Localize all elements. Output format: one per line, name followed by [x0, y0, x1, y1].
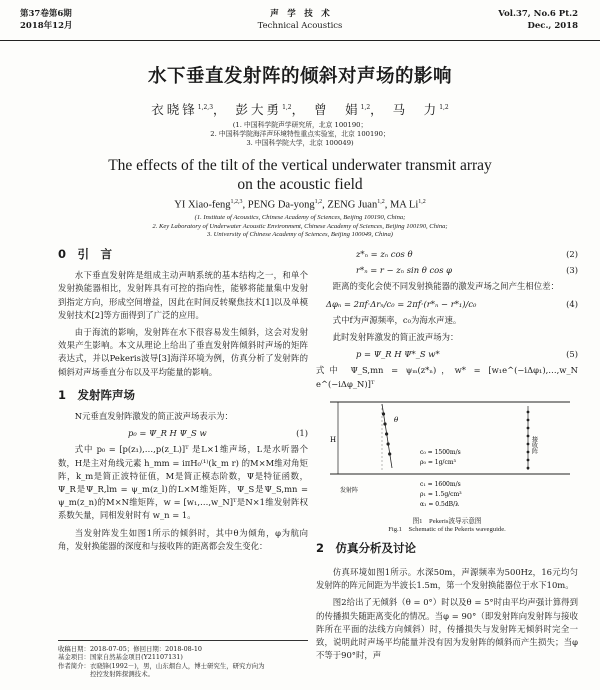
authors-en: YI Xiao-feng$^{1,2,3}$, PENG Da-yong$^{1,2}$, ZENG Juan$^{1,2}$, MA Li$^{1,2}$ — [174, 199, 426, 211]
figure-caption-en: Fig.1 Schematic of the Pekeris waveguide. — [388, 526, 506, 534]
author-2: 彭大勇$^{1,2}$ — [235, 102, 292, 117]
header-right — [498, 8, 578, 32]
water-density: ρ₀ = 1g/cm³ — [420, 459, 456, 466]
tilt-angle-label: θ — [394, 416, 399, 424]
right-column — [316, 246, 578, 395]
sec2-paragraph-1: 仿真环境如图1所示。水深50m，声源频率为500Hz，16元均匀发射阵的阵元间距为半波长1.5m，第一个发射换能器位于水下10m。 — [316, 567, 578, 591]
transmit-array-label: 发射阵 — [340, 487, 359, 494]
transmit-element — [383, 422, 386, 425]
title-en: The effects of the tilt of the vertical underwater transmit array on the acoustic field — [108, 157, 492, 193]
author-1: 衣晓锋$^{1,2,3}$ — [151, 102, 214, 117]
equation-5: p = Ψ_R H Ψ*_S w* (5) — [356, 349, 578, 360]
seabed-attenuation: α₁ = 0.5dB/λ — [420, 501, 459, 508]
water-sound-speed: c₀ = 1500m/s — [420, 449, 461, 456]
sec1-paragraph-1: N元垂直发射阵激发的简正波声场表示为： — [74, 411, 233, 422]
section-intro-heading: 0 引 言 — [58, 247, 113, 261]
affiliations-en: (1. Institute of Acoustics, Chinese Academy of Sciences, Beijing 100190, China; 2. Key Laboratory of Underwater Acoustic Environment, Chinese Academy of Sciences, Beijing 100190, China; 3. University of Chinese Academy of Sciences, Beijing 100049, China) — [152, 214, 448, 238]
receive-element — [527, 459, 530, 462]
receive-element — [527, 411, 530, 414]
date-cn: 2018年12月 — [20, 21, 73, 31]
right-paragraph-2: 式中f为声源频率，c₀为海水声速。 — [332, 314, 462, 325]
receive-element — [527, 419, 530, 422]
sec1-paragraph-3: 当发射阵发生如图1所示的倾斜时，其中θ为倾角，φ为航向角，发射换能器的深度和与接收阵的距离都会发生变化： — [58, 527, 308, 551]
depth-label-h: H — [330, 436, 337, 444]
running-header — [0, 8, 600, 41]
intro-paragraph-2: 由于海流的影响，发射阵在水下很容易发生倾斜，这会对发射效果产生影响。本文从理论上给出了垂直发射阵倾斜时声场的矩阵表达式，并以Pekeris波导[3]海洋环境为例，仿真分析了发射阵的倾斜对声场垂直分布以及平均能量的影响。 — [58, 327, 308, 377]
transmit-element — [385, 432, 388, 435]
author-4: 马 力$^{1,2}$ — [392, 102, 449, 117]
transmit-element — [387, 442, 390, 445]
journal-cn: 声 学 技 术 — [270, 9, 330, 19]
equation-4: Δφₙ = 2πf·Δrₙ/c₀ = 2πf·(r*ₙ − r*₁)/c₀ (4) — [326, 298, 578, 309]
section-1-heading: 1 发射阵声场 — [58, 387, 136, 402]
seabed-sound-speed: c₁ = 1600m/s — [420, 481, 461, 488]
receive-element — [527, 451, 530, 454]
right-paragraph-4: 式中 Ψ_S,mn = ψₘ(z*ₙ)，w* = [w₁e^(−iΔφ₁),…,w_N e^(−iΔφ_N)]ᵀ — [316, 365, 578, 389]
sec1-paragraph-2: 式中 p₀ = [p(z₁),…,p(z_L)]ᵀ 是L×1维声场，L是水听器个数，H是主对角线元素 h_mm = iπH₀⁽¹⁾(k_m r) 的M×M维对角矩阵，k_m是简正波特征值，M是简正模态阶数，Ψ是特征函数，Ψ_R是Ψ_R,lm = ψ_m(z_l)的L×M维矩阵，Ψ_S是Ψ_S,mn = ψ_m(z_n)的M×N维矩阵，w = [w₁,…,w_N]ᵀ是N×1维发射阵权系数矢量，同相发射时有 w_n = 1。 — [58, 444, 308, 521]
title-cn: 水下垂直发射阵的倾斜对声场的影响 — [147, 66, 452, 87]
right-paragraph-1: 距离的变化会使不同发射换能器的激发声场之间产生相位差： — [332, 281, 559, 292]
equation-1: p₀ = Ψ_R H Ψ_S w (1) — [128, 428, 308, 439]
sec2-paragraph-2: 图2给出了无倾斜（θ = 0°）时以及θ = 5°时由平均声强计算得到的传播损失随距离变化的情况。当φ = 90°（即发射阵向发射阵与接收阵所在平面的法线方向倾斜）时，传播损失与发射阵无倾斜时完全一致，说明此时声场平均能量并没有因为发射阵的倾斜而产生损失；当φ不等于90°时，声 — [316, 597, 578, 661]
transmit-element — [382, 412, 385, 415]
figure-caption — [316, 518, 578, 534]
receive-element — [527, 443, 530, 446]
transmit-element — [388, 452, 391, 455]
receive-element — [527, 435, 530, 438]
affiliations-cn: (1. 中国科学院声学研究所，北京 100190； 2. 中国科学院海洋声环境特性重点实验室，北京 100190； 3. 中国科学院大学，北京 100049) — [210, 121, 390, 147]
date-en: Dec., 2018 — [527, 21, 578, 31]
equation-3: r*ₙ = r − zₙ sin θ cos φ (3) — [356, 265, 578, 276]
journal-en: Technical Acoustics — [257, 21, 343, 31]
figure-pekeris-waveguide — [320, 392, 576, 516]
authors-cn: 衣晓锋$^{1,2,3}$， 彭大勇$^{1,2}$， 曾 娟$^{1,2}$， 马 力$^{1,2}$ — [151, 102, 449, 117]
seabed-density: ρ₁ = 1.5g/cm³ — [420, 491, 462, 498]
right-column-lower — [316, 566, 578, 666]
figure-caption-cn: 图1 Pekeris波导示意图 — [412, 518, 482, 525]
receive-element — [527, 427, 530, 430]
section-2-heading: 2 仿真分析及讨论 — [316, 541, 417, 555]
right-paragraph-3: 此时发射阵激发的简正波声场为： — [332, 332, 459, 343]
volume-cn: 第37卷第6期 — [20, 9, 72, 19]
volume-en: Vol.37, No.6 Pt.2 — [498, 9, 578, 19]
left-column — [58, 246, 308, 557]
intro-paragraph-1: 水下垂直发射阵是组成主动声呐系统的基本结构之一，和单个发射换能器相比，发射阵具有可控的指向性，能够将能量集中发射到指定方向，形成空间增益，因此在时间反转聚焦技术[1]以及单模发射技术[2]等方面得到了广泛的应用。 — [58, 270, 308, 320]
receive-element — [527, 467, 530, 470]
receive-array-label: 接收阵 — [530, 436, 538, 454]
author-3: 曾 娟$^{1,2}$ — [314, 102, 371, 117]
equation-2: z*ₙ = zₙ cos θ (2) — [356, 249, 578, 259]
footnote: 收稿日期：2018-07-05；修回日期：2018-08-10 基金项目：国家自然基金项目(Y21107131) 作者简介：衣晓锋(1992－)，男，山东烟台人，博士研究生，研究方向为 控控发射阵探测技术。 — [58, 640, 308, 678]
